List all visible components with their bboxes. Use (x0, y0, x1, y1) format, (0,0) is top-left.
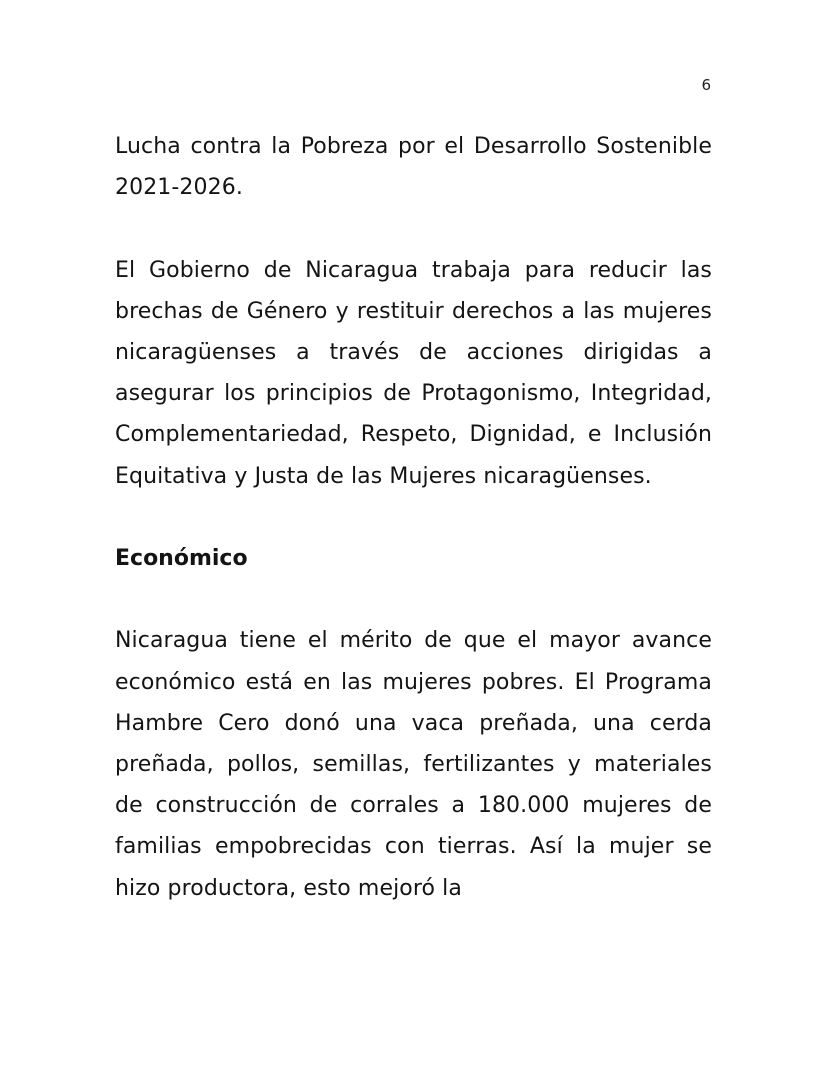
page-number: 6 (701, 76, 711, 94)
paragraph-economic: Nicaragua tiene el mérito de que el mayor avance económico está en las mujeres pobres. El Programa Hambre Cero donó una vaca preñada, una cerda preñada, pollos, semillas, fertilizantes y materiales de construcción de corrales a 180.000 mujeres de familias empobrecidas con tierras. Así la mujer se hizo productora, esto mejoró la (115, 628, 712, 901)
paragraph-gender-gaps: El Gobierno de Nicaragua trabaja para reducir las brechas de Género y restituir derechos a las mujeres nicaragüenses a través de acciones dirigidas a asegurar los principios de Protagonismo, Integridad, Complementariedad, Respeto, Dignidad, e Inclusión Equitativa y Justa de las Mujeres nicaragüenses. (115, 257, 712, 489)
document-body (115, 126, 712, 909)
paragraph-continuation: Lucha contra la Pobreza por el Desarrollo Sostenible 2021-2026. (115, 134, 712, 201)
section-heading-economico: Económico (115, 546, 248, 571)
